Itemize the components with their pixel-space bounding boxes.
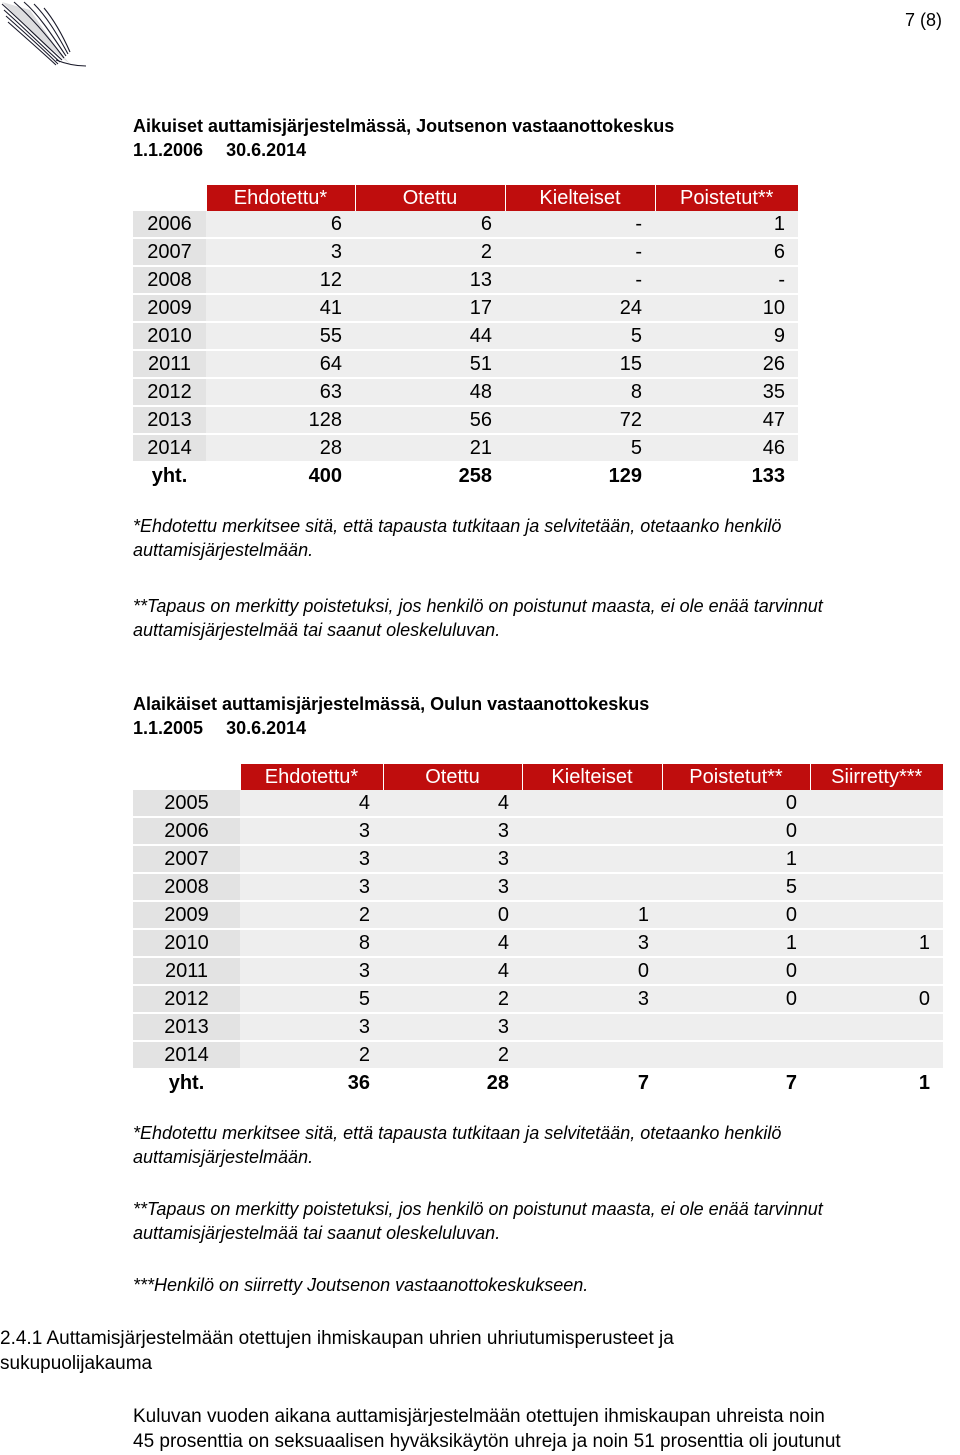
page-number: 7 (8) [904,10,942,30]
table-row [133,211,798,238]
section2-note3: ***Henkilö on siirretty Joutsenon vastaanottokeskukseen. [133,1275,589,1295]
year-cell: 2007 [133,238,206,266]
total-cell: 129 [505,462,655,490]
value-cell: 47 [655,406,798,434]
value-cell [810,873,943,901]
value-cell: 3 [522,929,662,957]
table-row [133,350,798,378]
year-cell: 2005 [133,790,240,817]
table-row [133,322,798,350]
value-cell: 3 [240,873,383,901]
header-poistetut: Poistetut** [662,764,810,790]
value-cell: 15 [505,350,655,378]
value-cell: 9 [655,322,798,350]
value-cell: - [655,266,798,294]
value-cell: 3 [240,817,383,845]
value-cell: 12 [206,266,355,294]
year-cell: 2010 [133,929,240,957]
section2-note2: **Tapaus on merkitty poistetuksi, jos henkilö on poistunut maasta, ei ole enää tarvinnut auttamisjärjestelmää tai saanut oleskeluluvan. [133,1199,823,1243]
value-cell: 5 [240,985,383,1013]
value-cell: 24 [505,294,655,322]
table-row [133,957,943,985]
total-label: yht. [133,462,206,490]
year-cell: 2014 [133,1041,240,1069]
table-row [133,790,943,817]
table-row [133,406,798,434]
table-row [133,238,798,266]
body-paragraph [133,1404,960,1454]
value-cell: 2 [355,238,505,266]
table-row [133,901,943,929]
value-cell: 0 [662,901,810,929]
table-row [133,873,943,901]
value-cell [662,1013,810,1041]
value-cell: 6 [355,211,505,238]
value-cell: 6 [655,238,798,266]
table-row [133,985,943,1013]
value-cell [522,1013,662,1041]
table-row [133,817,943,845]
value-cell: 0 [662,790,810,817]
total-cell: 7 [522,1069,662,1097]
value-cell [522,790,662,817]
value-cell: 0 [662,817,810,845]
header-blank [133,764,240,790]
total-cell: 1 [810,1069,943,1097]
section2-title-line1: Alaikäiset auttamisjärjestelmässä, Oulun vastaanottokeskus [133,694,650,714]
total-cell: 36 [240,1069,383,1097]
year-cell: 2007 [133,845,240,873]
header-poistetut: Poistetut** [655,185,798,211]
value-cell: 1 [662,845,810,873]
value-cell [810,817,943,845]
logo-bird-icon [0,0,90,72]
value-cell: 1 [655,211,798,238]
total-cell: 133 [655,462,798,490]
value-cell [810,1013,943,1041]
value-cell: 28 [206,434,355,462]
total-cell: 7 [662,1069,810,1097]
value-cell [810,790,943,817]
value-cell: 1 [522,901,662,929]
table-row [133,1041,943,1069]
year-cell: 2010 [133,322,206,350]
section1-title-line2: 1.1.2006 30.6.2014 [133,140,307,160]
value-cell [810,901,943,929]
value-cell [522,845,662,873]
value-cell [810,957,943,985]
value-cell: 8 [240,929,383,957]
value-cell: 3 [240,1013,383,1041]
value-cell: 0 [810,985,943,1013]
value-cell: 1 [662,929,810,957]
header-otettu: Otettu [355,185,505,211]
body-line2: 45 prosenttia on seksuaalisen hyväksikäytön uhreja ja noin 51 prosenttia oli joutunut [133,1431,841,1452]
value-cell [522,1041,662,1069]
table-row [133,266,798,294]
year-cell: 2011 [133,350,206,378]
section1-title-line1: Aikuiset auttamisjärjestelmässä, Joutsenon vastaanottokeskus [133,116,675,136]
value-cell: - [505,211,655,238]
value-cell: - [505,238,655,266]
value-cell: 3 [240,957,383,985]
value-cell: 0 [383,901,522,929]
value-cell: 128 [206,406,355,434]
value-cell: 48 [355,378,505,406]
total-cell: 400 [206,462,355,490]
value-cell: - [505,266,655,294]
year-cell: 2013 [133,1013,240,1041]
adults-table-header-row [133,185,798,211]
value-cell: 56 [355,406,505,434]
value-cell: 72 [505,406,655,434]
header-ehdotettu: Ehdotettu* [206,185,355,211]
year-cell: 2012 [133,378,206,406]
year-cell: 2009 [133,901,240,929]
section2-note1: *Ehdotettu merkitsee sitä, että tapausta tutkitaan ja selvitetään, otetaanko henkilö auttamisjärjestelmään. [133,1123,782,1167]
header-siirretty: Siirretty*** [810,764,943,790]
value-cell [522,873,662,901]
value-cell [522,817,662,845]
value-cell: 2 [240,1041,383,1069]
section2-title [133,692,649,740]
value-cell: 4 [383,790,522,817]
total-cell: 28 [383,1069,522,1097]
section1-note1: *Ehdotettu merkitsee sitä, että tapausta tutkitaan ja selvitetään, otetaanko henkilö auttamisjärjestelmään. [133,516,782,560]
header-kielteiset: Kielteiset [522,764,662,790]
value-cell: 8 [505,378,655,406]
header-kielteiset: Kielteiset [505,185,655,211]
value-cell: 51 [355,350,505,378]
year-cell: 2014 [133,434,206,462]
value-cell: 0 [522,957,662,985]
table-row [133,1013,943,1041]
value-cell: 1 [810,929,943,957]
adults-table [133,185,798,491]
value-cell [810,1041,943,1069]
value-cell: 21 [355,434,505,462]
value-cell: 2 [383,985,522,1013]
value-cell: 6 [206,211,355,238]
value-cell: 44 [355,322,505,350]
value-cell: 2 [383,1041,522,1069]
total-cell: 258 [355,462,505,490]
value-cell: 3 [383,845,522,873]
value-cell: 63 [206,378,355,406]
value-cell: 64 [206,350,355,378]
value-cell: 5 [505,434,655,462]
year-cell: 2006 [133,211,206,238]
year-cell: 2009 [133,294,206,322]
value-cell: 5 [662,873,810,901]
value-cell: 17 [355,294,505,322]
table-row [133,378,798,406]
value-cell: 26 [655,350,798,378]
year-cell: 2008 [133,266,206,294]
value-cell: 3 [383,1013,522,1041]
value-cell: 0 [662,957,810,985]
value-cell: 3 [383,817,522,845]
section2-title-line2: 1.1.2005 30.6.2014 [133,718,307,738]
value-cell: 35 [655,378,798,406]
value-cell: 13 [355,266,505,294]
value-cell: 5 [505,322,655,350]
value-cell: 41 [206,294,355,322]
table-row [133,434,798,462]
value-cell: 3 [522,985,662,1013]
total-label: yht. [133,1069,240,1097]
value-cell: 3 [383,873,522,901]
value-cell: 4 [383,957,522,985]
value-cell: 3 [240,845,383,873]
value-cell: 4 [383,929,522,957]
minors-table [133,764,943,1098]
year-cell: 2006 [133,817,240,845]
year-cell: 2013 [133,406,206,434]
value-cell: 10 [655,294,798,322]
year-cell: 2011 [133,957,240,985]
section1-title [133,114,674,162]
value-cell: 4 [240,790,383,817]
value-cell: 2 [240,901,383,929]
header-ehdotettu: Ehdotettu* [240,764,383,790]
table-row [133,845,943,873]
total-row [133,1069,943,1097]
header-otettu: Otettu [383,764,522,790]
header-blank [133,185,206,211]
value-cell [662,1041,810,1069]
value-cell: 46 [655,434,798,462]
minors-table-header-row [133,764,943,790]
table-row [133,929,943,957]
value-cell: 0 [662,985,810,1013]
total-row [133,462,798,490]
table-row [133,294,798,322]
value-cell [810,845,943,873]
body-line1: Kuluvan vuoden aikana auttamisjärjestelmään otettujen ihmiskaupan uhreista noin [133,1406,825,1427]
value-cell: 55 [206,322,355,350]
section1-note2: **Tapaus on merkitty poistetuksi, jos henkilö on poistunut maasta, ei ole enää tarvinnut auttamisjärjestelmää tai saanut oleskeluluvan. [133,596,823,640]
section-heading-2-4-1: 2.4.1 Auttamisjärjestelmään otettujen ihmiskaupan uhrien uhriutumisperusteet ja sukupuolijakauma [0,1328,674,1374]
year-cell: 2012 [133,985,240,1013]
year-cell: 2008 [133,873,240,901]
value-cell: 3 [206,238,355,266]
